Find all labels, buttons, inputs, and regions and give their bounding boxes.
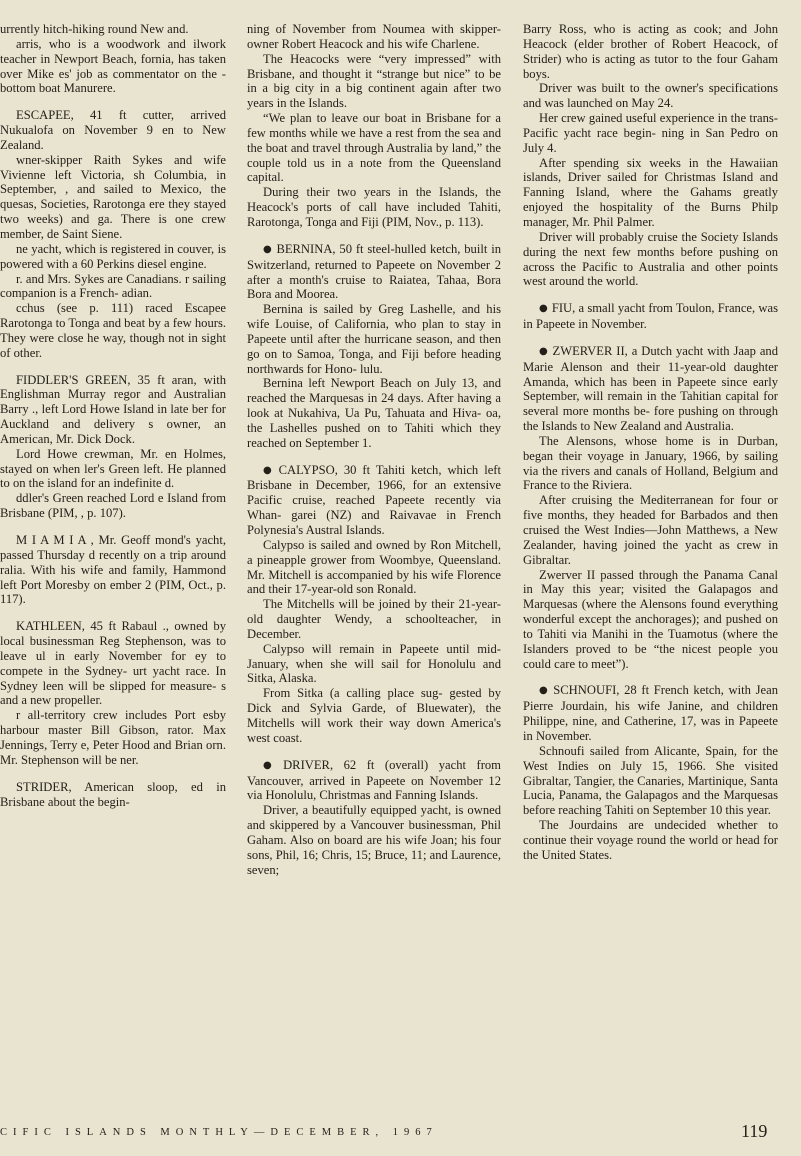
paragraph: Bernina is sailed by Greg Lashelle, and his wife Louise, of California, who plan to stay in Papeete until after the hurricane season, and then go on to Samoa, Tonga, and Fiji before heading northwards for Hono- lulu. — [247, 302, 501, 376]
paragraph: wner-skipper Raith Sykes and wife Vivienne left Victoria, sh Columbia, in September, , and sailed to Mexico, the quesas, Societies, Rarotonga ere they stayed two weeks) and ga. There is one crew member, de Saint Siene. — [0, 152, 226, 241]
entry-escapee: ESCAPEE, 41 ft cutter, arrived Nukualofa on November 9 en to New Zealand. — [0, 108, 226, 152]
paragraph: Calypso will remain in Papeete until mid-January, when she will sail for Honolulu and Sitka, Alaska. — [247, 641, 501, 686]
entry-bernina: ● BERNINA, 50 ft steel-hulled ketch, built in Switzerland, returned to Papeete on November 2 after a month's cruise to Raiatea, Tahaa, Bora Bora and Moorea. — [247, 241, 501, 302]
paragraph: Calypso is sailed and owned by Ron Mitchell, a pineapple grower from Woombye, Queensland. Mr. Mitchell is accompanied by his wife Florence and their 17-year-old son Ronald. — [247, 537, 501, 597]
entry-strider: STRIDER, American sloop, ed in Brisbane about the begin- — [0, 779, 226, 809]
paragraph: arris, who is a woodwork and ilwork teacher in Newport Beach, fornia, has taken over Mike es' job as commentator on the -bottom boat Manurere. — [0, 36, 226, 96]
paragraph: The Jourdains are undecided whether to continue their voyage round the world or head for the United States. — [523, 818, 778, 862]
paragraph: Schnoufi sailed from Alicante, Spain, for the West Indies on July 15, 1966. She visited Gibraltar, Tangier, the Canaries, Martinique, Santa Lucia, Panama, the Galapagos and the Marquesas before reaching Tahiti on September 10 this year. — [523, 743, 778, 818]
bullet-icon: ● — [539, 303, 548, 315]
entry-schnoufi: ● SCHNOUFI, 28 ft French ketch, with Jean Pierre Jourdain, his wife Janine, and children Philippe, nine, and Catherine, 17, was in Papeete in November. — [523, 683, 779, 743]
bullet-icon: ● — [539, 685, 550, 697]
paragraph: The Mitchells will be joined by their 21-year-old daughter Wendy, a schoolteacher, in December. — [247, 597, 501, 641]
paragraph: The Alensons, whose home is in Durban, began their voyage in January, 1966, by sailing via the rivers and canals of Holland, Belgium and France to the Riviera. — [523, 433, 778, 493]
page-footer — [0, 1121, 801, 1151]
paragraph: ne yacht, which is registered in couver, is powered with a 60 Perkins diesel engine. — [0, 241, 226, 271]
column-right — [523, 22, 778, 863]
bullet-icon: ● — [263, 243, 273, 255]
paragraph: Driver was built to the owner's specifications and was launched on May 24. — [523, 81, 778, 111]
paragraph: The Heacocks were “very impressed” with Brisbane, and thought it “strange but nice” to be in a big city in a big continent again after two years in the Islands. — [247, 51, 501, 111]
entry-mia-mia: M I A M I A , Mr. Geoff mond's yacht, passed Thursday d recently on a trip around ralia. With his wife and family, Hammond left Port Moresby on ember 2 (PIM, Oct., p. 117). — [0, 533, 226, 607]
paragraph: After cruising the Mediterranean for four or five months, they headed for Barbados and then cruised the West Indies—John Matthews, a New Zealander, having joined the yacht as crew in Gibraltar. — [523, 493, 778, 567]
entry-fiddlers-green: FIDDLER'S GREEN, 35 ft aran, with Englishman Murray regor and Australian Barry ., left Lord Howe Island in late ber for Auckland and delivery s owner, an American, Mr. Dick Dock. — [0, 372, 226, 446]
paragraph: “We plan to leave our boat in Brisbane for a few months while we have a rest from the sea and the boat and travel through Australia by land,” the couple told us in a note from the Queensland capital. — [247, 111, 501, 185]
entry-kathleen: KATHLEEN, 45 ft Rabaul ., owned by local businessman Reg Stephenson, was to leave ul in early November for ey to compete in the Sydney- urt yacht race. In Sydney leen will be slipped for measure- s and a new propeller. — [0, 619, 226, 708]
entry-fiu: ● FIU, a small yacht from Toulon, France, was in Papeete in November. — [523, 301, 778, 332]
paragraph: Driver will probably cruise the Society Islands during the next few months before pushing on across the Pacific to Australia and other points west around the world. — [523, 229, 778, 289]
entry-zwerver: ● ZWERVER II, a Dutch yacht with Jaap and Marie Alenson and their 11-year-old daughter Amanda, which has been in Papeete since early September, will remain in the Tahitian capital for several more months be- fore pushing on through the Islands to New Zealand and Australia. — [523, 343, 778, 434]
bullet-icon: ● — [263, 464, 275, 476]
running-title: CIFIC ISLANDS MONTHLY—DECEMBER, 1967 — [0, 1127, 438, 1138]
paragraph: From Sitka (a calling place sug- gested by Dick and Sylvia Garde, of Bluewater), the Mitchells will work their way down America's west coast. — [247, 686, 501, 745]
column-left — [0, 22, 226, 809]
paragraph: r. and Mrs. Sykes are Canadians. r sailing companion is a French- adian. — [0, 271, 226, 301]
paragraph: Lord Howe crewman, Mr. en Holmes, stayed on when ler's Green left. He planned to on the island for an indefinite d. — [0, 446, 226, 491]
paragraph: urrently hitch-hiking round New and. — [0, 22, 189, 36]
entry-driver: ● DRIVER, 62 ft (overall) yacht from Vancouver, arrived in Papeete on November 12 via Honolulu, Christmas and Fanning Islands. — [247, 757, 501, 803]
paragraph: Bernina left Newport Beach on July 13, and reached the Marquesas in 24 days. After having a look at Nukahiva, Ua Pu, Tahuata and Hiva- oa, the Lashelles pushed on to Tahiti which they reached on September 1. — [247, 376, 501, 450]
entry-calypso: ● CALYPSO, 30 ft Tahiti ketch, which left Brisbane in December, 1966, for an extensive Pacific cruise, reached Papeete recently via Whan- garei (NZ) and Raivavae in French Polynesia's Austral Islands. — [247, 462, 501, 537]
paragraph: cchus (see p. 111) raced Escapee Rarotonga to Tonga and beat by a few hours. They were close he way, though not in sight of other. — [0, 301, 226, 360]
paragraph: Driver, a beautifully equipped yacht, is owned and skippered by a Vancouver businessman, Phil Gaham. Also on board are his wife Joan; his four sons, Phil, 16; Chris, 15; Bruce, 11; and Laurence, seven; — [247, 803, 501, 877]
paragraph: ddler's Green reached Lord e Island from Brisbane (PIM, , p. 107). — [0, 491, 226, 521]
column-middle — [247, 22, 501, 877]
paragraph: After spending six weeks in the Hawaiian islands, Driver sailed for Christmas Island and Fanning Island, where the Gahams greatly enjoyed the hospitality of the Burns Philp manager, Mr. Phil Palmer. — [523, 155, 778, 229]
bullet-icon: ● — [263, 759, 280, 771]
paragraph: ning of November from Noumea with skipper-owner Robert Heacock and his wife Charlene. — [247, 22, 501, 51]
paragraph: r all-territory crew includes Port esby harbour master Bill Gibson, rator. Max Jennings, Terry e, Peter Hood and Brian orn. Mr. Stephenson will be ner. — [0, 708, 226, 767]
paragraph: Barry Ross, who is acting as cook; and John Heacock (elder brother of Robert Heacock, of Strider) who is acting as tutor to the four Gaham boys. — [523, 22, 778, 81]
paragraph: Zwerver II passed through the Panama Canal in May this year; visited the Galapagos and Marquesas (where the Alensons found everything wonderful except the anchorages); and pushed on to Tahiti via Manihi in the Tuamotus (where the Islanders proved to be “the nicest people you could care to meet”). — [523, 567, 778, 671]
paragraph: During their two years in the Islands, the Heacock's ports of call have included Tahiti, Rarotonga, Tonga and Fiji (PIM, Nov., p. 113). — [247, 185, 501, 229]
page-number: 119 — [741, 1121, 768, 1141]
paragraph: Her crew gained useful experience in the trans-Pacific yacht race begin- ning in San Pedro on July 4. — [523, 111, 778, 155]
bullet-icon: ● — [539, 345, 549, 357]
